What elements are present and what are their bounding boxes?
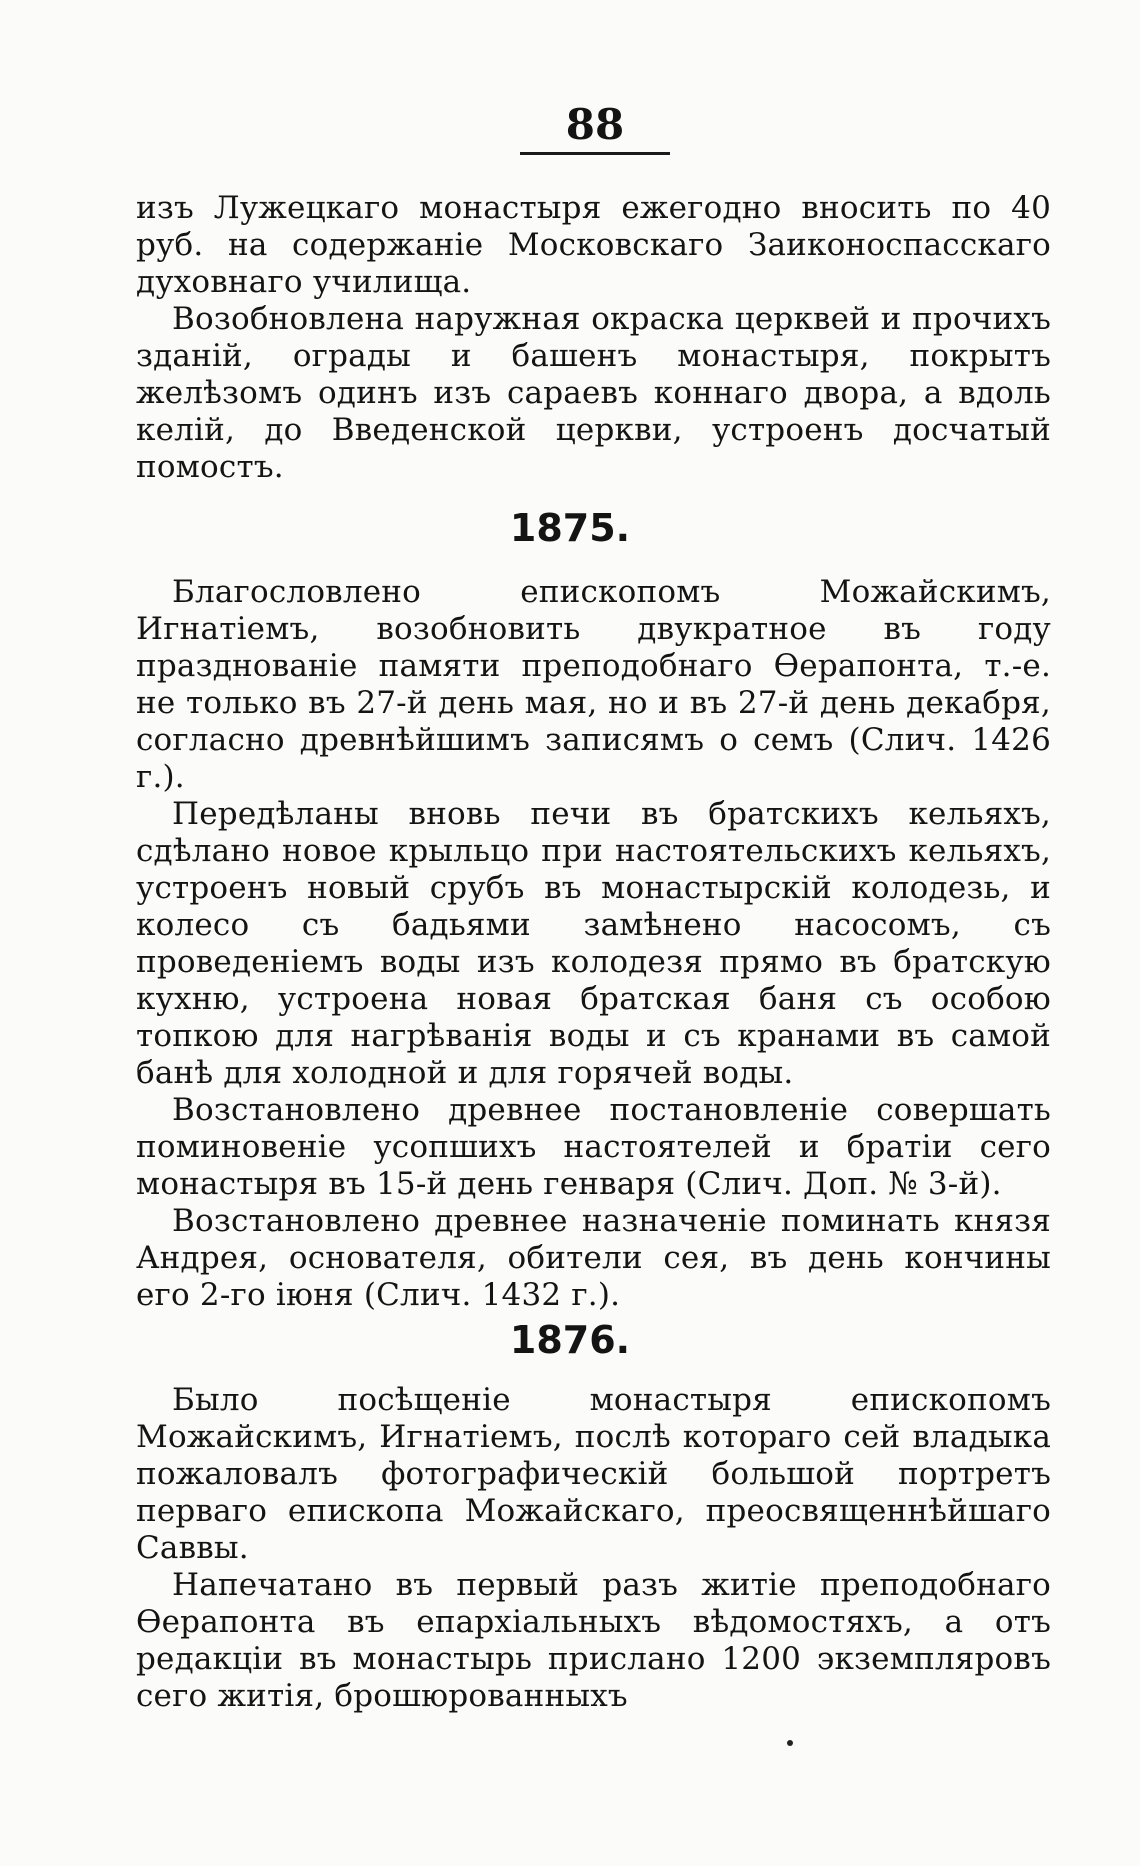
paragraph-rebuilding: Передѣланы вновь печи въ братскихъ кельяхъ, сдѣлано новое крыльцо при настоятельскихъ кельяхъ, устроенъ новый срубъ въ монастырскій колодезь, и колесо съ бадьями замѣнено насосомъ, съ проведеніемъ воды изъ колодезя прямо въ братскую кухню, устроена новая братская баня съ особою топкою для нагрѣванія воды и съ кранами въ самой банѣ для холодной и для горячей воды. [136,796,1051,1091]
paragraph-continued: изъ Лужецкаго монастыря ежегодно вносить по 40 руб. на содержаніе Московскаго Заиконоспасскаго духовнаго училища. [136,190,1051,300]
paragraph-printing: Напечатано въ первый разъ житіе преподобнаго Ѳерапонта въ епархіальныхъ вѣдомостяхъ, а отъ редакціи въ монастырь прислано 1200 экземпляровъ сего житія, брошюрованныхъ [136,1567,1051,1714]
section-1876 [136,1382,1051,1715]
year-heading-1875: 1875. [509,506,631,550]
paragraph-commemoration-prince: Возстановлено древнее назначеніе поминать князя Андрея, основателя, обители сея, въ день кончины его 2-го іюня (Слич. 1432 г.). [136,1203,1051,1313]
page-header [520,100,670,155]
page-number: 88 [565,100,625,149]
paragraph-restoration: Возобновлена наружная окраска церквей и прочихъ зданій, ограды и башенъ монастыря, покрытъ желѣзомъ одинъ изъ сараевъ коннаго двора, а вдоль келій, до Введенской церкви, устроенъ досчатый помостъ. [136,301,1051,485]
paragraph-visit: Было посѣщеніе монастыря епископомъ Можайскимъ, Игнатіемъ, послѣ котораго сей владыка пожаловалъ фотографическій большой портретъ перваго епископа Можайскаго, преосвященнѣйшаго Саввы. [136,1382,1051,1566]
year-heading-1876: 1876. [509,1318,631,1362]
paragraph-commemoration-brethren: Возстановлено древнее постановленіе совершать поминовеніе усопшихъ настоятелей и братіи сего монастыря въ 15-й день генваря (Слич. Доп. № 3-й). [136,1092,1051,1202]
section-1875 [136,574,1051,1314]
print-speck [787,1740,793,1746]
paragraph-blessing: Благословлено епископомъ Можайскимъ, Игнатіемъ, возобновить двукратное въ году празднованіе памяти преподобнаго Ѳерапонта, т.-е. не только въ 27-й день мая, но и въ 27-й день декабря, согласно древнѣйшимъ записямъ о семъ (Слич. 1426 г.). [136,574,1051,795]
section-1874-continuation [136,190,1051,486]
header-rule [520,152,670,155]
